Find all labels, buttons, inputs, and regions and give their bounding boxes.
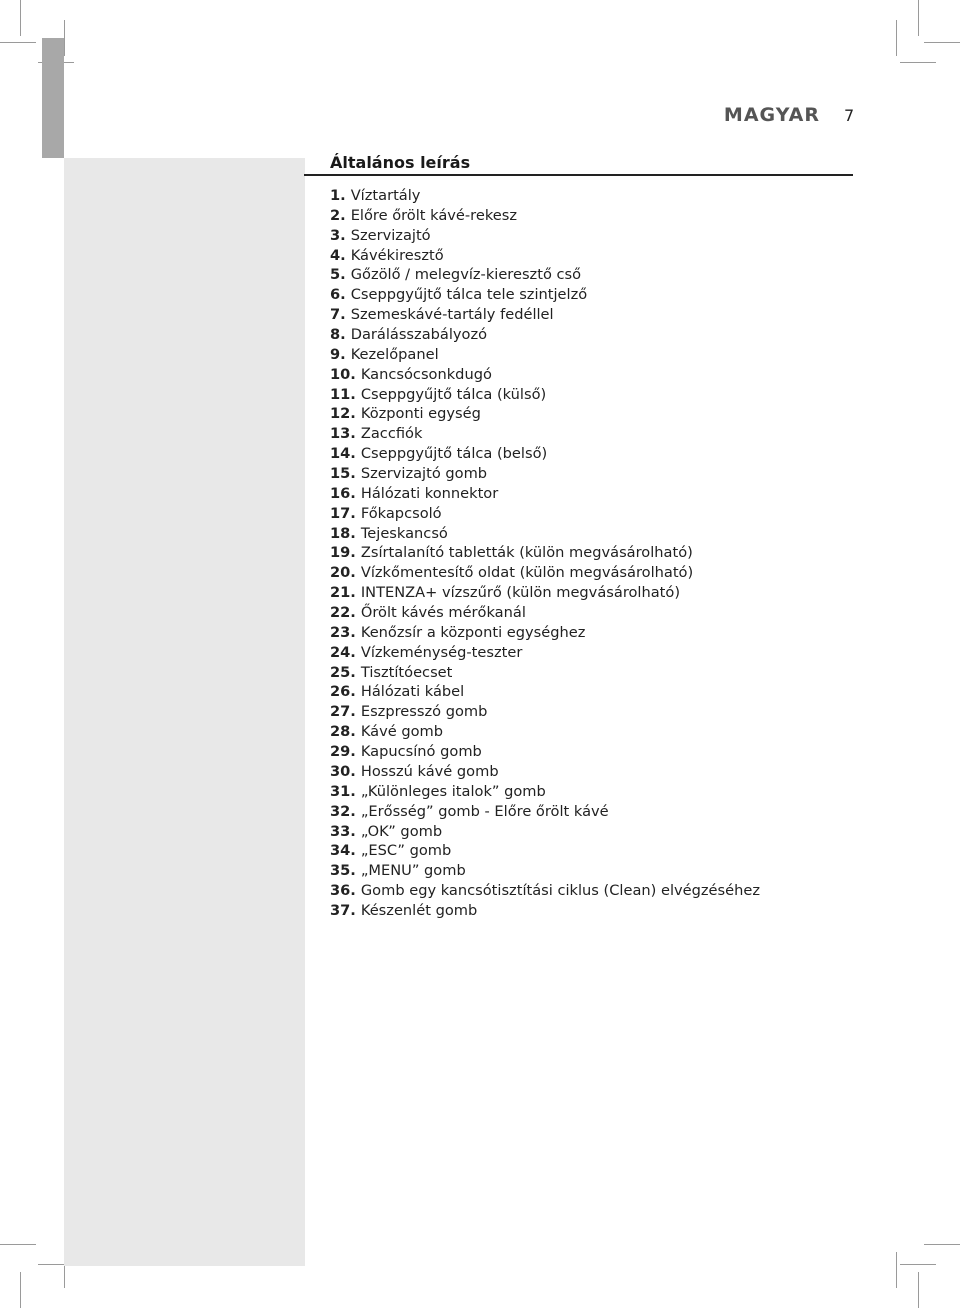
list-item <box>330 305 850 325</box>
crop-mark <box>64 20 65 56</box>
list-item-number: 19. <box>330 544 356 562</box>
list-item-number: 12. <box>330 405 356 423</box>
list-item-number: 16. <box>330 484 356 502</box>
list-item-text: Kancsócsonkdugó <box>360 365 492 383</box>
list-item <box>330 742 850 762</box>
list-item-text: Darálásszabályozó <box>350 326 488 344</box>
list-item <box>330 762 850 782</box>
list-item <box>330 385 850 405</box>
list-item <box>330 901 850 921</box>
list-item <box>330 603 850 623</box>
list-item-text: Hálózati konnektor <box>360 484 499 502</box>
list-item-text: Szervizajtó <box>350 226 431 244</box>
list-item-text: Őrölt kávés mérőkanál <box>360 604 526 622</box>
list-item-number: 13. <box>330 425 356 443</box>
list-item-number: 30. <box>330 762 356 780</box>
list-item <box>330 345 850 365</box>
list-item <box>330 285 850 305</box>
list-item <box>330 841 850 861</box>
list-item-number: 29. <box>330 743 356 761</box>
list-item-number: 7. <box>330 306 346 324</box>
crop-mark <box>900 62 936 63</box>
list-item <box>330 484 850 504</box>
list-item-text: „Erősség” gomb - Előre őrölt kávé <box>360 802 609 820</box>
crop-mark <box>918 1272 919 1308</box>
list-item <box>330 861 850 881</box>
list-item <box>330 822 850 842</box>
list-item-text: Vízkőmentesítő oldat (külön megvásárolható) <box>360 564 694 582</box>
list-item-text: Kezelőpanel <box>350 345 439 363</box>
list-item-text: Vízkeménység-teszter <box>360 643 523 661</box>
side-band <box>64 158 305 1266</box>
list-item-text: INTENZA+ vízszűrő (külön megvásárolható) <box>360 584 681 602</box>
list-item-text: „OK” gomb <box>360 822 443 840</box>
parts-list <box>330 186 850 921</box>
list-item-text: Cseppgyűjtő tálca tele szintjelző <box>350 286 588 304</box>
list-item-number: 25. <box>330 663 356 681</box>
list-item-text: „ESC” gomb <box>360 842 452 860</box>
list-item-number: 35. <box>330 862 356 880</box>
list-item-number: 37. <box>330 901 356 919</box>
list-item <box>330 782 850 802</box>
list-item <box>330 504 850 524</box>
crop-mark <box>900 1264 936 1265</box>
list-item-number: 4. <box>330 246 346 264</box>
list-item-text: Hálózati kábel <box>360 683 465 701</box>
list-item <box>330 623 850 643</box>
list-item-number: 2. <box>330 206 346 224</box>
list-item-number: 10. <box>330 365 356 383</box>
list-item-text: „MENU” gomb <box>360 862 466 880</box>
list-item <box>330 404 850 424</box>
list-item <box>330 444 850 464</box>
list-item-number: 28. <box>330 723 356 741</box>
list-item <box>330 246 850 266</box>
list-item <box>330 186 850 206</box>
list-item <box>330 643 850 663</box>
list-item <box>330 424 850 444</box>
crop-mark <box>896 1252 897 1288</box>
list-item-number: 20. <box>330 564 356 582</box>
list-item <box>330 802 850 822</box>
list-item <box>330 583 850 603</box>
list-item-number: 11. <box>330 385 356 403</box>
list-item <box>330 563 850 583</box>
list-item <box>330 265 850 285</box>
list-item <box>330 206 850 226</box>
list-item-number: 34. <box>330 842 356 860</box>
crop-mark <box>0 42 36 43</box>
list-item-number: 15. <box>330 465 356 483</box>
list-item <box>330 464 850 484</box>
list-item-text: Központi egység <box>360 405 481 423</box>
crop-mark <box>0 1244 36 1245</box>
list-item-text: Szervizajtó gomb <box>360 465 488 483</box>
list-item-text: Eszpresszó gomb <box>360 703 488 721</box>
list-item-number: 36. <box>330 882 356 900</box>
list-item-text: Kávékiresztő <box>350 246 444 264</box>
list-item-number: 3. <box>330 226 346 244</box>
list-item-text: Hosszú kávé gomb <box>360 762 499 780</box>
list-item-text: Cseppgyűjtő tálca (külső) <box>360 385 547 403</box>
list-item-text: Víztartály <box>350 187 421 204</box>
list-item <box>330 365 850 385</box>
list-item-number: 18. <box>330 524 356 542</box>
list-item-number: 24. <box>330 643 356 661</box>
list-item-number: 22. <box>330 604 356 622</box>
list-item-text: Kávé gomb <box>360 723 444 741</box>
language-label: MAGYAR <box>723 104 820 126</box>
list-item <box>330 682 850 702</box>
list-item <box>330 702 850 722</box>
list-item-text: Előre őrölt kávé-rekesz <box>350 206 518 224</box>
list-item-number: 33. <box>330 822 356 840</box>
list-item-number: 31. <box>330 782 356 800</box>
list-item-text: Cseppgyűjtő tálca (belső) <box>360 445 548 463</box>
list-item-number: 21. <box>330 584 356 602</box>
list-item-text: Tisztítóecset <box>360 663 453 681</box>
list-item-text: Gőzölő / melegvíz-kieresztő cső <box>350 266 582 284</box>
list-item-text: Szemeskávé-tartály fedéllel <box>350 306 554 324</box>
list-item-number: 27. <box>330 703 356 721</box>
crop-mark <box>924 1244 960 1245</box>
list-item-text: Kapucsínó gomb <box>360 743 482 761</box>
crop-mark <box>20 0 21 36</box>
list-item-number: 9. <box>330 345 346 363</box>
list-item-text: Főkapcsoló <box>360 504 442 522</box>
page-edge-tab <box>42 38 64 158</box>
list-item-number: 1. <box>330 187 346 204</box>
list-item-number: 17. <box>330 504 356 522</box>
section-title: Általános leírás <box>330 153 471 172</box>
list-item <box>330 226 850 246</box>
list-item <box>330 663 850 683</box>
list-item-text: Készenlét gomb <box>360 901 478 919</box>
crop-mark <box>20 1272 21 1308</box>
crop-mark <box>924 42 960 43</box>
list-item <box>330 325 850 345</box>
page-number: 7 <box>844 106 855 125</box>
section-divider <box>304 174 853 176</box>
crop-mark <box>918 0 919 36</box>
list-item-number: 14. <box>330 445 356 463</box>
list-item-number: 26. <box>330 683 356 701</box>
crop-mark <box>896 20 897 56</box>
list-item-text: Zaccfiók <box>360 425 423 443</box>
list-item <box>330 543 850 563</box>
list-item-text: „Különleges italok” gomb <box>360 782 546 800</box>
list-item-number: 6. <box>330 286 346 304</box>
list-item <box>330 524 850 544</box>
list-item <box>330 881 850 901</box>
list-item-number: 8. <box>330 326 346 344</box>
list-item-number: 23. <box>330 623 356 641</box>
list-item-text: Tejeskancsó <box>360 524 448 542</box>
list-item <box>330 722 850 742</box>
list-item-text: Zsírtalanító tabletták (külön megvásárolható) <box>360 544 693 562</box>
list-item-text: Gomb egy kancsótisztítási ciklus (Clean) elvégzéséhez <box>360 882 760 900</box>
list-item-text: Kenőzsír a központi egységhez <box>360 623 586 641</box>
list-item-number: 32. <box>330 802 356 820</box>
list-item-number: 5. <box>330 266 346 284</box>
